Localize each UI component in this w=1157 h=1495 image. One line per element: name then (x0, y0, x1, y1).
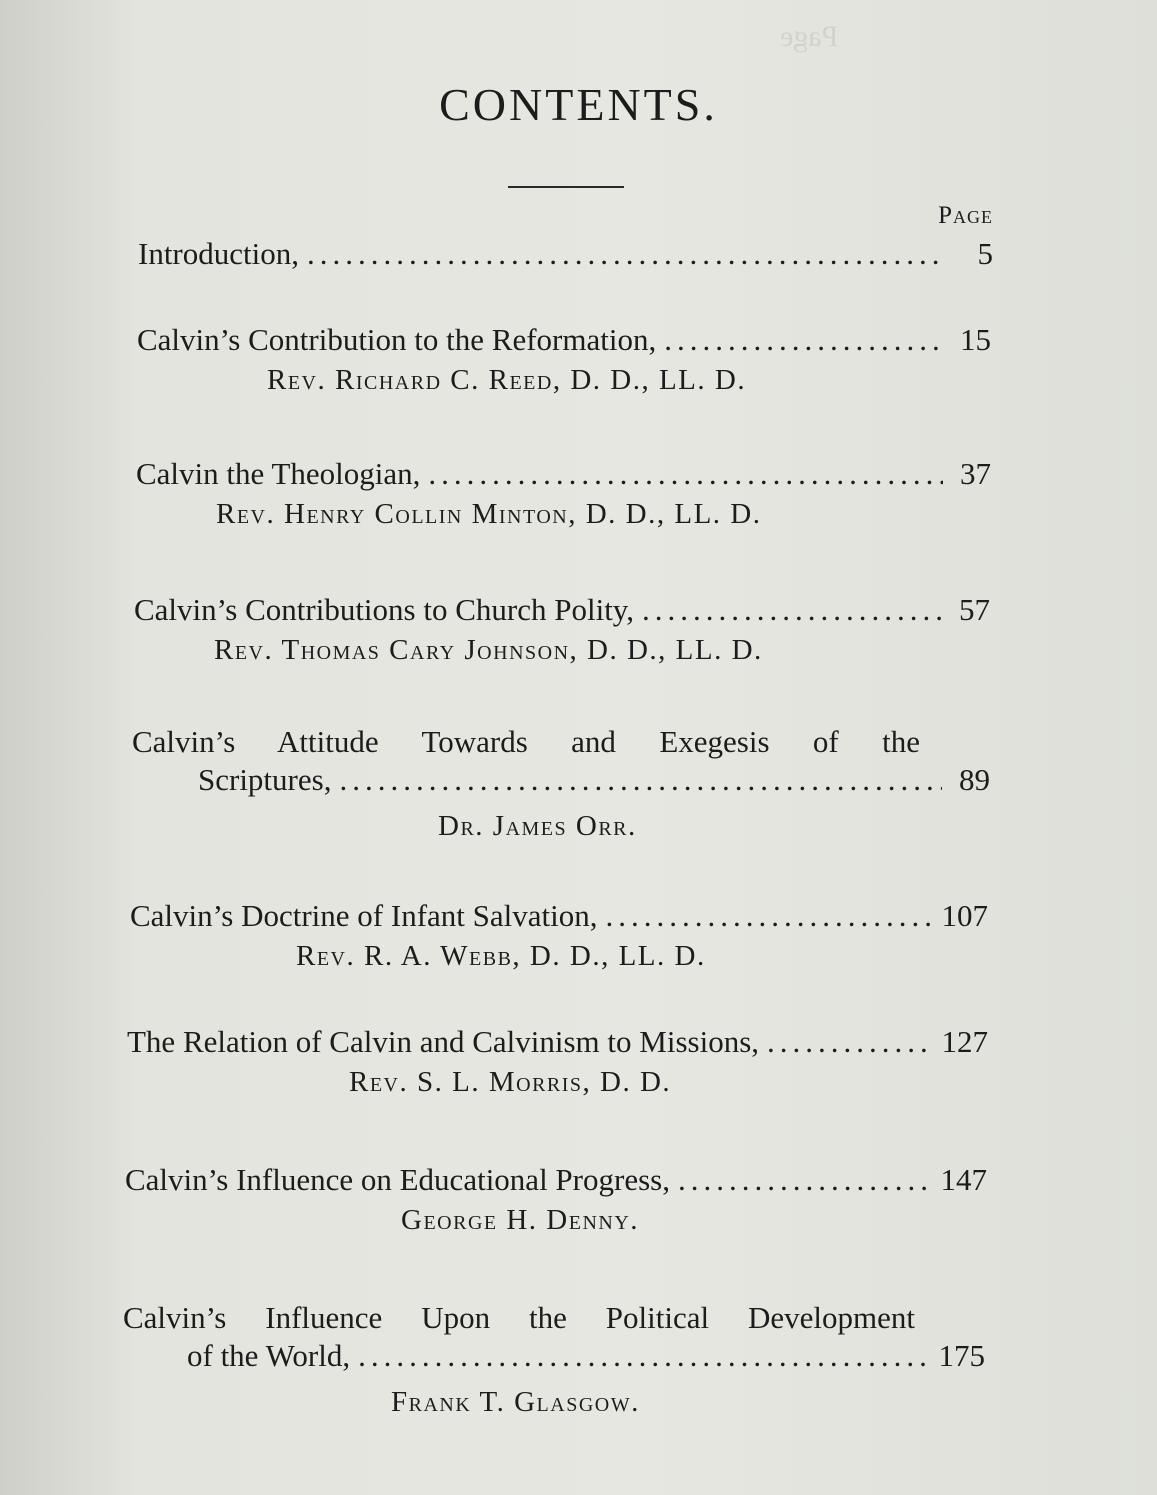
entry-author: Rev. Henry Collin Minton, D. D., LL. D. (216, 498, 762, 530)
entry-title: Calvin’s Influence on Educational Progress, (125, 1162, 670, 1197)
entry-title: Calvin’s Doctrine of Infant Salvation, (130, 898, 598, 933)
toc-entry-political (123, 1300, 985, 1419)
entry-author: Rev. Thomas Cary Johnson, D. D., LL. D. (214, 634, 763, 666)
page-number: 15 (960, 322, 991, 357)
entry-author: Rev. R. A. Webb, D. D., LL. D. (296, 940, 706, 972)
page-column-label: Page (938, 202, 993, 229)
toc-entry-infant-salvation (130, 898, 988, 973)
dot-leader (642, 592, 942, 628)
entry-title-line-1: Calvin’s Attitude Towards and Exegesis of the (132, 724, 920, 759)
dot-leader (678, 1162, 933, 1198)
page-number: 5 (977, 236, 993, 271)
title-divider (508, 186, 624, 188)
dot-leader (307, 236, 945, 272)
page-number: 175 (938, 1338, 985, 1373)
page-number: 37 (960, 456, 991, 491)
dot-leader (428, 456, 943, 492)
entry-author: Frank T. Glasgow. (391, 1386, 640, 1418)
dot-leader (358, 1338, 930, 1374)
entry-author: Rev. S. L. Morris, D. D. (349, 1066, 672, 1098)
toc-entry-educational (125, 1162, 987, 1237)
toc-entry-introduction (138, 236, 993, 272)
toc-entry-church-polity (134, 592, 990, 667)
toc-entry-scriptures (132, 724, 990, 843)
dot-leader (767, 1024, 933, 1060)
entry-title: Calvin’s Contributions to Church Polity, (134, 592, 635, 627)
toc-entry-reformation (137, 322, 991, 397)
bleed-through-text: Page (780, 20, 839, 53)
dot-leader (339, 762, 942, 798)
page-number: 127 (941, 1024, 988, 1059)
entry-title: The Relation of Calvin and Calvinism to Missions, (127, 1024, 760, 1059)
entry-title: Introduction, (138, 236, 299, 271)
page-number: 57 (959, 592, 990, 627)
toc-entry-theologian (136, 456, 991, 531)
dot-leader (605, 898, 933, 934)
entry-author: Dr. James Orr. (438, 810, 637, 842)
entry-title-line-1: Calvin’s Influence Upon the Political Development (123, 1300, 915, 1335)
entry-author: George H. Denny. (401, 1204, 640, 1236)
entry-title: Calvin’s Contribution to the Reformation, (137, 322, 657, 357)
page-title: CONTENTS. (439, 79, 718, 130)
entry-title-line-2: Scriptures, (198, 762, 332, 797)
page-number: 89 (959, 762, 990, 797)
page-number: 107 (941, 898, 988, 933)
entry-title-line-2: of the World, (187, 1338, 351, 1373)
entry-title: Calvin the Theologian, (136, 456, 421, 491)
page-number: 147 (940, 1162, 987, 1197)
entry-author: Rev. Richard C. Reed, D. D., LL. D. (267, 364, 747, 396)
dot-leader (664, 322, 943, 358)
toc-entry-missions (127, 1024, 988, 1099)
